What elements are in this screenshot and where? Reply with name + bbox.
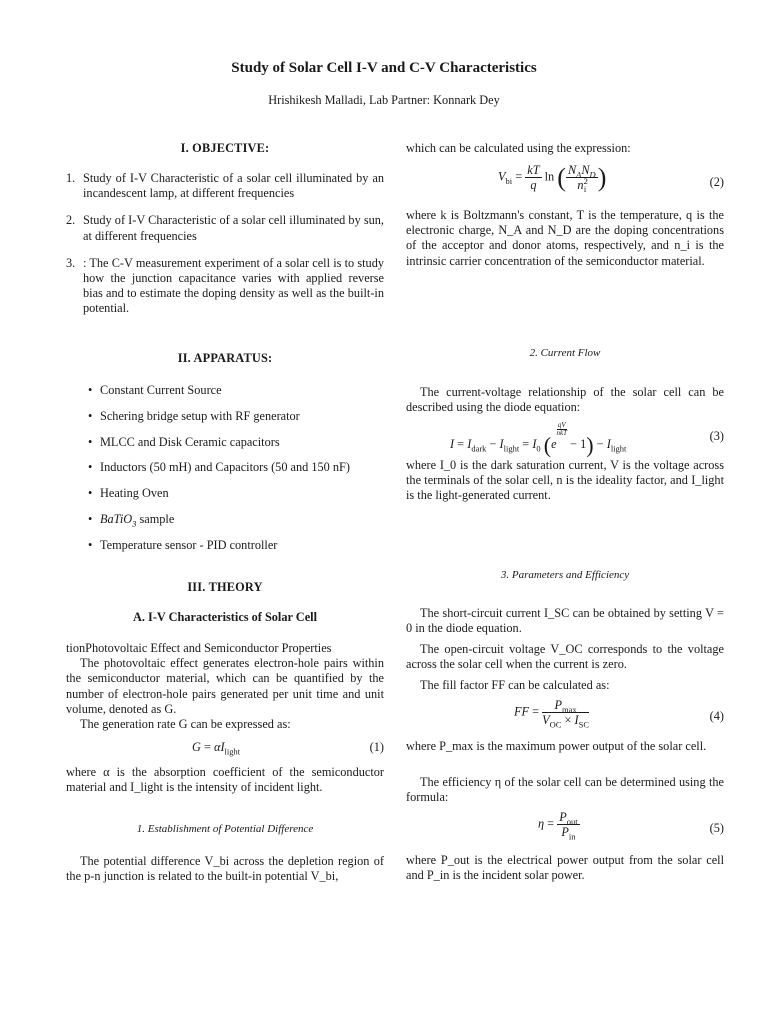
section-apparatus-heading: II. APPARATUS: xyxy=(177,351,273,365)
paragraph-vbi: The potential difference V_bi across the depletion region of the p-n junction is related to the built-in potential V_bi, xyxy=(66,854,384,884)
equation-3: $I = I_{dark} - I_{light} = I_0$ (e $^{qV nkT}$ − $1) - I_{light}$ (3) xyxy=(450,421,724,458)
apparatus-item: • Constant Current Source xyxy=(88,383,222,397)
subsection-1-heading: 1. Establishment of Potential Difference xyxy=(136,823,314,835)
paragraph-after-eq2: where k is Boltzmann's constant, T is the temperature, q is the electronic charge, N_A and N_D are the doping concentrations of the acceptor and donor atoms, respectively, and n_i is the intrinsic carrier concentration of the semiconductor material. xyxy=(406,208,724,268)
apparatus-item: • Inductors (50 mH) and Capacitors (50 and 150 nF) xyxy=(88,460,350,475)
objective-item: 2. Study of I-V Characteristic of a solar cell illuminated by sun, at different frequencies xyxy=(66,213,384,243)
pv-paragraph: tionPhotovoltaic Effect and Semiconductor Properties The photovoltaic effect generates electron-hole pairs within the semiconductor material, which can be quantified by the number of electron-hole pairs generated per unit time and unit volume, denoted as G. The generation rate G can be expressed as: xyxy=(66,641,384,732)
equation-4: FF = $\frac{P_{max}}{V_{OC} \times I_{SC}}$ (4) xyxy=(514,698,724,730)
apparatus-item: • BaTiO$_3$ sample xyxy=(88,511,175,529)
objective-item: 3. : The C-V measurement experiment of a solar cell is to study how the junction capacitance varies with applied reverse bias and to estimate the doping density as well as the built-in potential. xyxy=(66,255,384,316)
paragraph-isc: The short-circuit current I_SC can be obtained by setting V = 0 in the diode equation. xyxy=(406,606,724,636)
subsection-a-heading: A. I-V Characteristics of Solar Cell xyxy=(133,610,317,624)
equation-5: η = $\frac{P_{out}}{P_{in}}$ (5) xyxy=(538,810,724,842)
paragraph-ff: The fill factor FF can be calculated as: xyxy=(420,678,610,692)
equation-2: $V_{bi}$ = $\frac{kT}{q}$ ln ( $\frac{N_AN_D}{n^2_i}$ ) (2) xyxy=(498,162,724,195)
paper-authors: Hrishikesh Malladi, Lab Partner: Konnark Dey xyxy=(268,93,500,107)
apparatus-item: • Heating Oven xyxy=(88,486,169,501)
paragraph-after-eq4: where P_max is the maximum power output of the solar cell. xyxy=(406,739,707,753)
apparatus-item: • Temperature sensor - PID controller xyxy=(88,537,278,552)
apparatus-item: • Schering bridge setup with RF generator xyxy=(88,408,300,423)
objective-list xyxy=(66,171,384,329)
paper-title: Study of Solar Cell I-V and C-V Characteristics xyxy=(231,60,537,76)
paragraph-current-flow: The current-voltage relationship of the solar cell can be described using the diode equation: xyxy=(406,385,724,415)
section-objective-heading: I. OBJECTIVE: xyxy=(180,141,270,155)
section-theory-heading: III. THEORY xyxy=(187,580,263,594)
apparatus-list xyxy=(86,383,386,564)
apparatus-item: • MLCC and Disk Ceramic capacitors xyxy=(88,434,280,449)
paragraph-after-eq3: where I_0 is the dark saturation current, V is the voltage across the terminals of the solar cell, n is the ideality factor, and I_light is the light-generated current. xyxy=(406,458,724,503)
paragraph-intro-eq2: which can be calculated using the expression: xyxy=(406,141,631,155)
subsection-3-heading: 3. Parameters and Efficiency xyxy=(500,569,630,581)
equation-1: $G = \alpha I_{light}$ (1) xyxy=(192,740,384,757)
paragraph-voc: The open-circuit voltage V_OC corresponds to the voltage across the solar cell when the current is zero. xyxy=(406,642,724,672)
subsection-2-heading: 2. Current Flow xyxy=(529,347,601,359)
paragraph-after-eq5: where P_out is the electrical power output from the solar cell and P_in is the incident solar power. xyxy=(406,853,724,883)
paragraph-after-eq1: where α is the absorption coefficient of the semiconductor material and I_light is the intensity of incident light. xyxy=(66,765,384,795)
paragraph-eta: The efficiency η of the solar cell can be determined using the formula: xyxy=(406,775,724,805)
objective-item: 1. Study of I-V Characteristic of a solar cell illuminated by an incandescent lamp, at different frequencies xyxy=(66,171,384,201)
